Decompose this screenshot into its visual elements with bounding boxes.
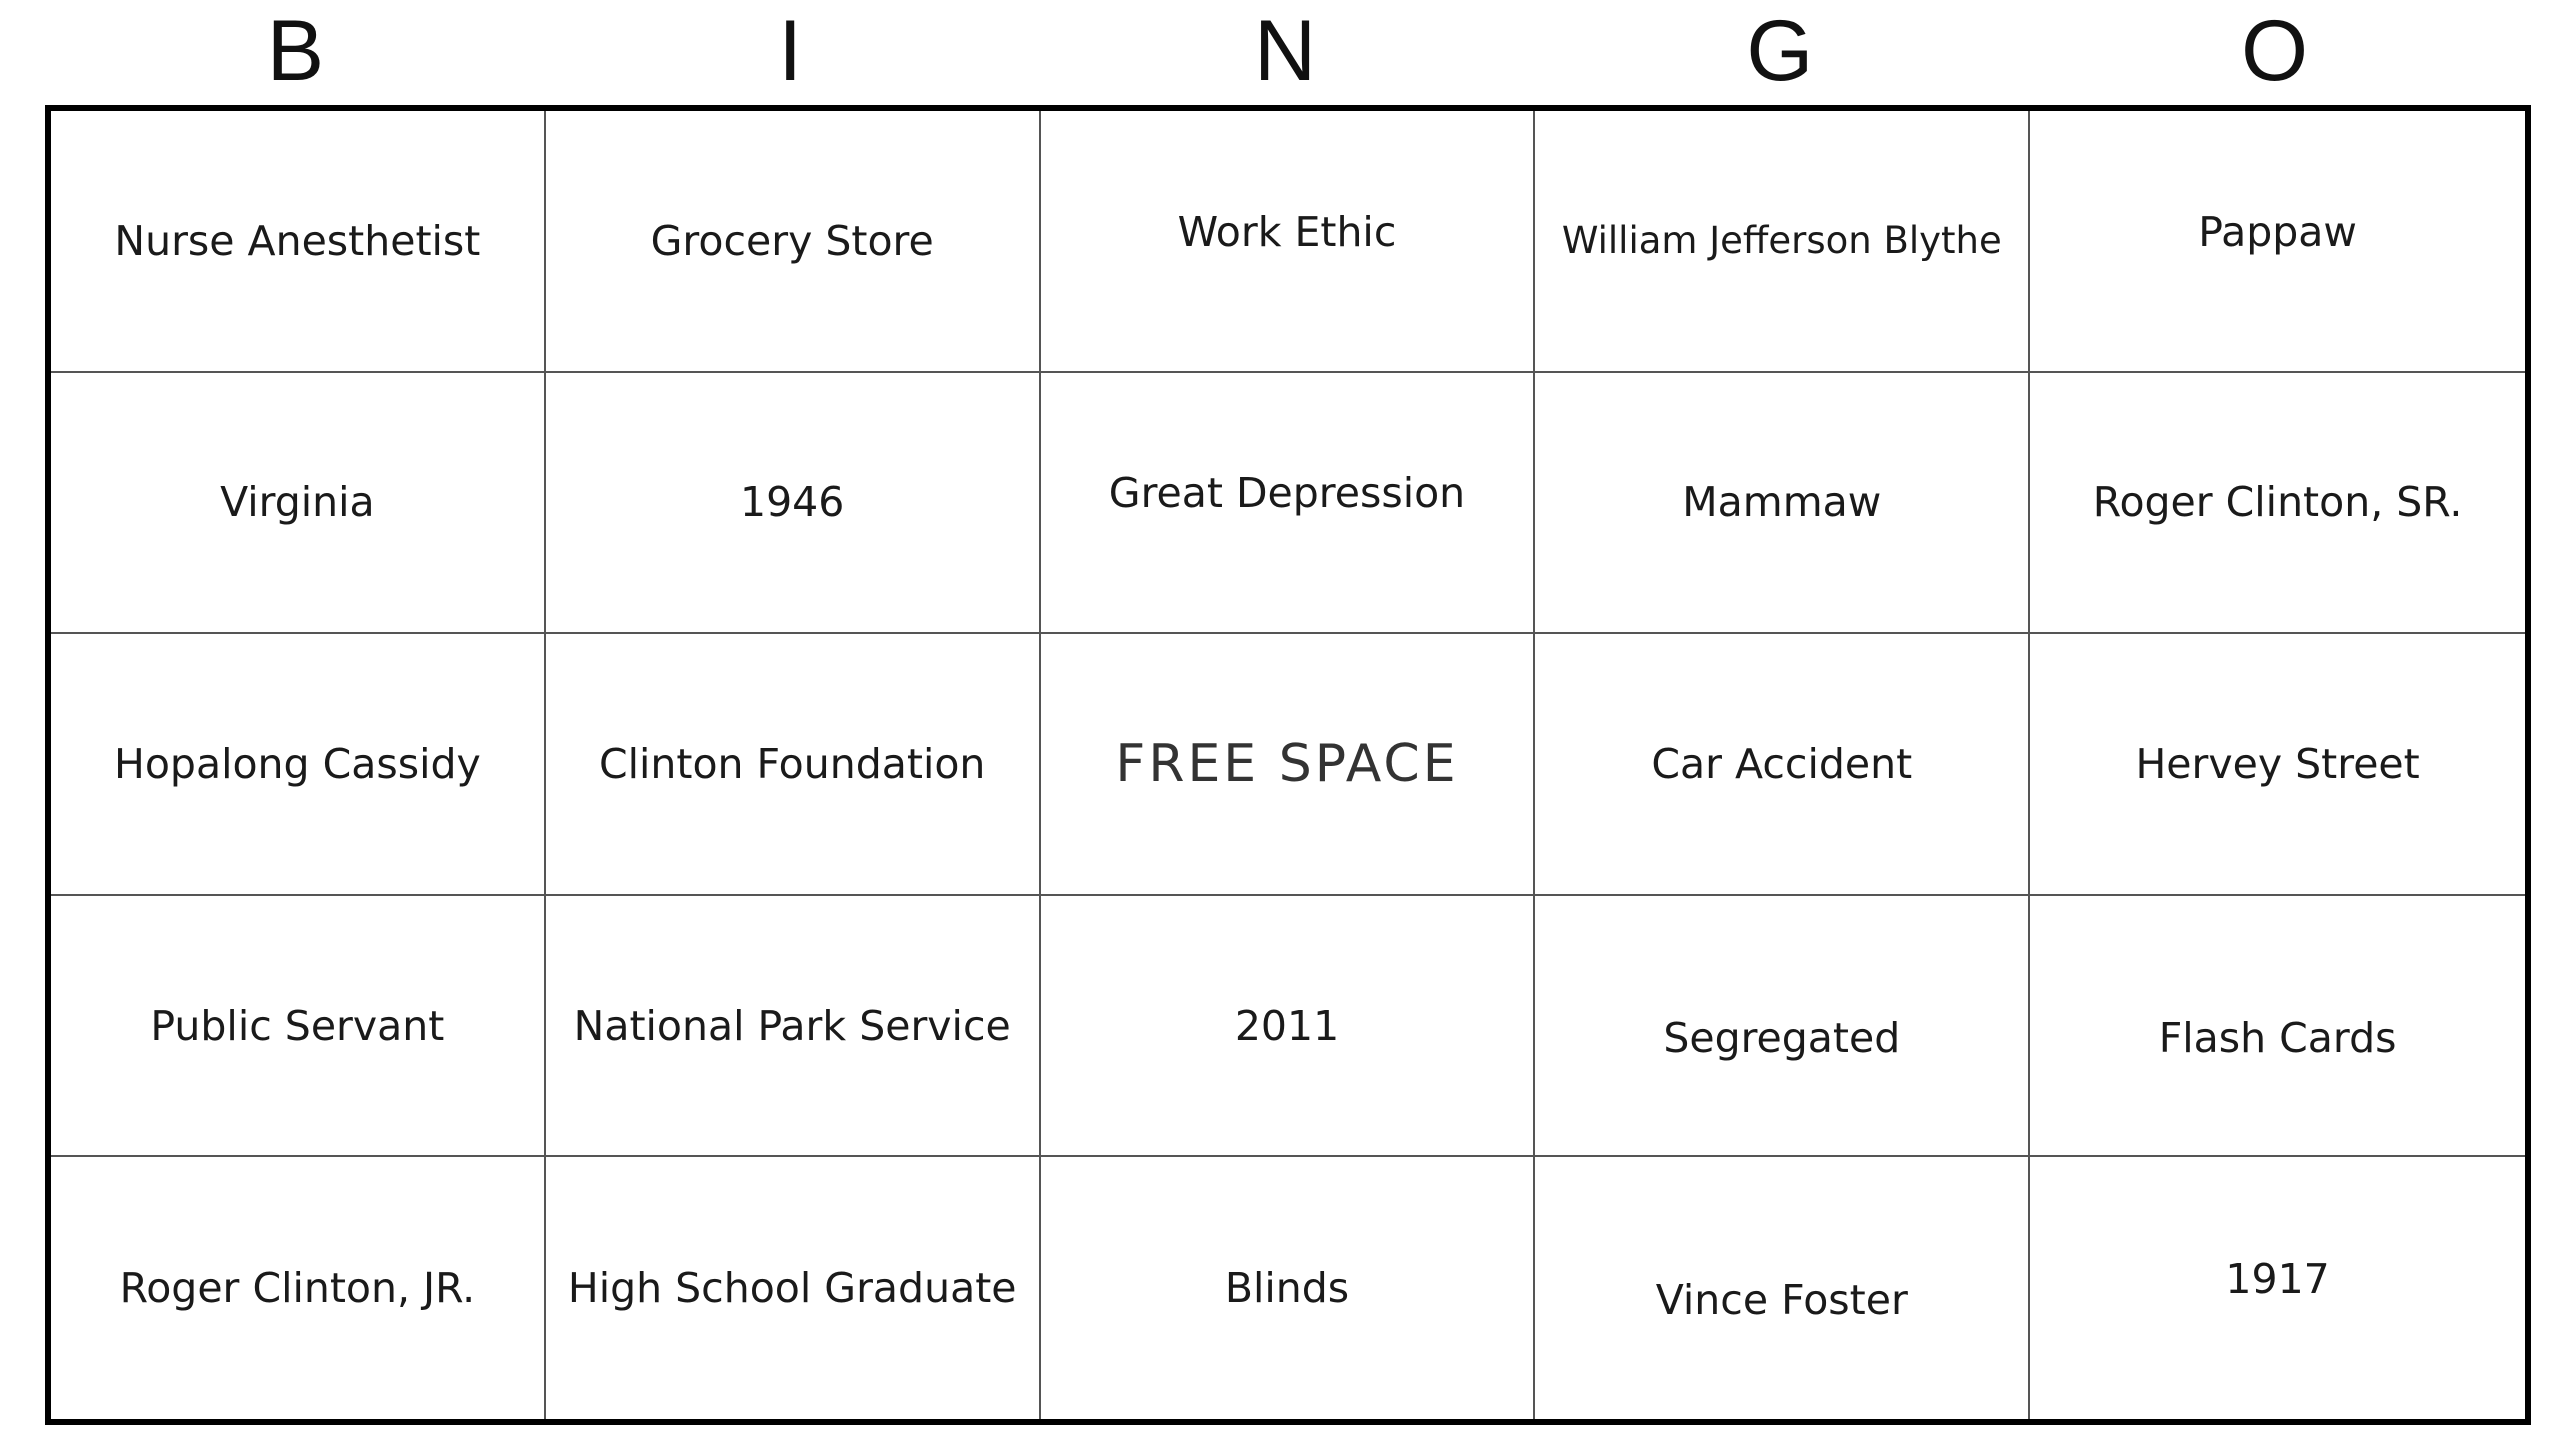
bingo-cell: Hopalong Cassidy xyxy=(51,634,546,896)
bingo-cell: 1946 xyxy=(546,373,1041,635)
bingo-cell: Virginia xyxy=(51,373,546,635)
header-letter-b: B xyxy=(266,3,325,99)
bingo-cell: High School Graduate xyxy=(546,1157,1041,1419)
free-space-cell: FREE SPACE xyxy=(1041,634,1536,896)
bingo-cell: Flash Cards xyxy=(2030,896,2525,1158)
bingo-cell: Segregated xyxy=(1535,896,2030,1158)
bingo-cell: Blinds xyxy=(1041,1157,1536,1419)
bingo-cell: Pappaw xyxy=(2030,111,2525,373)
header-letter-n: N xyxy=(1253,3,1317,99)
header-letter-i: I xyxy=(778,3,803,99)
bingo-cell: William Jefferson Blythe xyxy=(1535,111,2030,373)
bingo-cell: Car Accident xyxy=(1535,634,2030,896)
bingo-cell: Roger Clinton, SR. xyxy=(2030,373,2525,635)
bingo-cell: Vince Foster xyxy=(1535,1157,2030,1419)
header-letter-g: G xyxy=(1746,3,1814,99)
bingo-cell: Public Servant xyxy=(51,896,546,1158)
bingo-cell: Great Depression xyxy=(1041,373,1536,635)
bingo-cell: Clinton Foundation xyxy=(546,634,1041,896)
bingo-cell: Mammaw xyxy=(1535,373,2030,635)
bingo-cell: 2011 xyxy=(1041,896,1536,1158)
bingo-cell: 1917 xyxy=(2225,1255,2330,1304)
bingo-cell: Grocery Store xyxy=(546,111,1041,373)
header-letter-o: O xyxy=(2241,3,2309,99)
bingo-cell: Nurse Anesthetist xyxy=(51,111,546,373)
bingo-header xyxy=(48,0,2522,100)
bingo-cell: Work Ethic xyxy=(1041,111,1536,373)
bingo-cell: Roger Clinton, JR. xyxy=(51,1157,546,1419)
bingo-board xyxy=(45,105,2531,1425)
bingo-cell: Hervey Street xyxy=(2030,634,2525,896)
bingo-cell: National Park Service xyxy=(546,896,1041,1158)
